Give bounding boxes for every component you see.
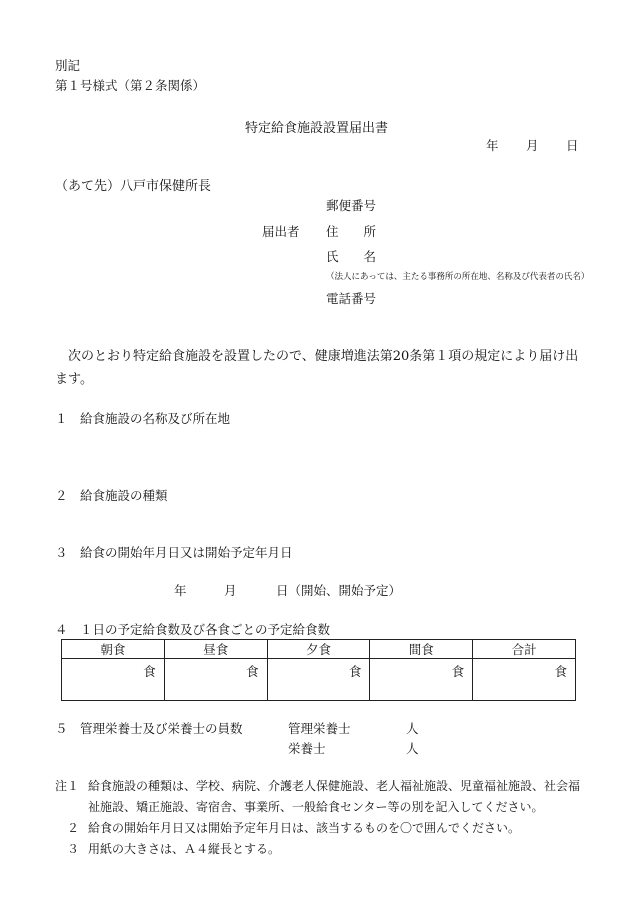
date-day: 日 bbox=[566, 138, 579, 153]
snack-count-cell[interactable]: 食 bbox=[370, 659, 473, 701]
date-month: 月 bbox=[526, 138, 539, 153]
dietitian-unit: 人 bbox=[406, 741, 419, 756]
note-2-text: 給食の開始年月日又は開始予定年月日は、該当するものを〇で囲んでください。 bbox=[88, 821, 521, 835]
item-1-heading: １ 給食施設の名称及び所在地 bbox=[55, 411, 231, 426]
note-1 bbox=[55, 776, 585, 818]
note-3-text: 用紙の大きさは、Ａ４縦長とする。 bbox=[88, 842, 281, 856]
meals-table-header-row bbox=[62, 640, 576, 659]
appendix-label: 別記 bbox=[55, 58, 81, 73]
addressee: （あて先）八戸市保健所長 bbox=[55, 179, 212, 194]
header-dinner: 夕食 bbox=[267, 640, 370, 659]
header-total: 合計 bbox=[473, 640, 576, 659]
postal-code-label: 郵便番号 bbox=[326, 198, 377, 213]
item-5-heading: ５ 管理栄養士及び栄養士の員数 bbox=[55, 721, 243, 736]
applicant-role-label: 届出者 bbox=[262, 224, 300, 239]
lunch-count-cell[interactable]: 食 bbox=[164, 659, 267, 701]
note-1-text: 給食施設の種類は、学校、病院、介護老人保健施設、老人福祉施設、児童福祉施設、社会福祉施設、矯正施設、寄宿舎、事業所、一般給食センター等の別を記入してください。 bbox=[88, 779, 581, 814]
meals-table bbox=[61, 639, 576, 701]
start-date-day-status: 日（開始、開始予定） bbox=[276, 583, 402, 598]
note-2 bbox=[55, 818, 585, 839]
corporation-note: （法人にあっては、主たる事務所の所在地、名称及び代表者の氏名） bbox=[326, 272, 590, 282]
note-2-number: ２ bbox=[55, 821, 80, 835]
dietitian-label: 栄養士 bbox=[288, 741, 326, 756]
header-snack: 間食 bbox=[370, 640, 473, 659]
total-count-cell[interactable]: 食 bbox=[473, 659, 576, 701]
document-title: 特定給食施設設置届出書 bbox=[245, 121, 389, 136]
note-3-number: ３ bbox=[55, 842, 80, 856]
date-year: 年 bbox=[486, 138, 499, 153]
header-breakfast: 朝食 bbox=[62, 640, 165, 659]
note-3 bbox=[55, 839, 585, 860]
phone-label: 電話番号 bbox=[326, 291, 377, 306]
header-lunch: 昼食 bbox=[164, 640, 267, 659]
dinner-count-cell[interactable]: 食 bbox=[267, 659, 370, 701]
form-number: 第１号様式（第２条関係） bbox=[55, 78, 206, 93]
start-date-year: 年 bbox=[174, 583, 187, 598]
meals-table-input-row bbox=[62, 659, 576, 701]
item-4-heading: ４ １日の予定給食数及び各食ごとの予定給食数 bbox=[55, 622, 331, 637]
note-1-number: 注１ bbox=[55, 779, 80, 793]
registered-dietitian-label: 管理栄養士 bbox=[288, 721, 351, 736]
item-2-heading: ２ 給食施設の種類 bbox=[55, 488, 168, 503]
notes-section bbox=[55, 776, 585, 860]
name-label: 氏 名 bbox=[326, 249, 377, 264]
breakfast-count-cell[interactable]: 食 bbox=[62, 659, 165, 701]
item-3-heading: ３ 給食の開始年月日又は開始予定年月日 bbox=[55, 545, 293, 560]
body-paragraph: 次のとおり特定給食施設を設置したので、健康増進法第20条第１項の規定により届け出ます。 bbox=[55, 349, 579, 387]
registered-dietitian-unit: 人 bbox=[406, 721, 419, 736]
start-date-month: 月 bbox=[224, 583, 237, 598]
address-label: 住 所 bbox=[326, 224, 377, 239]
